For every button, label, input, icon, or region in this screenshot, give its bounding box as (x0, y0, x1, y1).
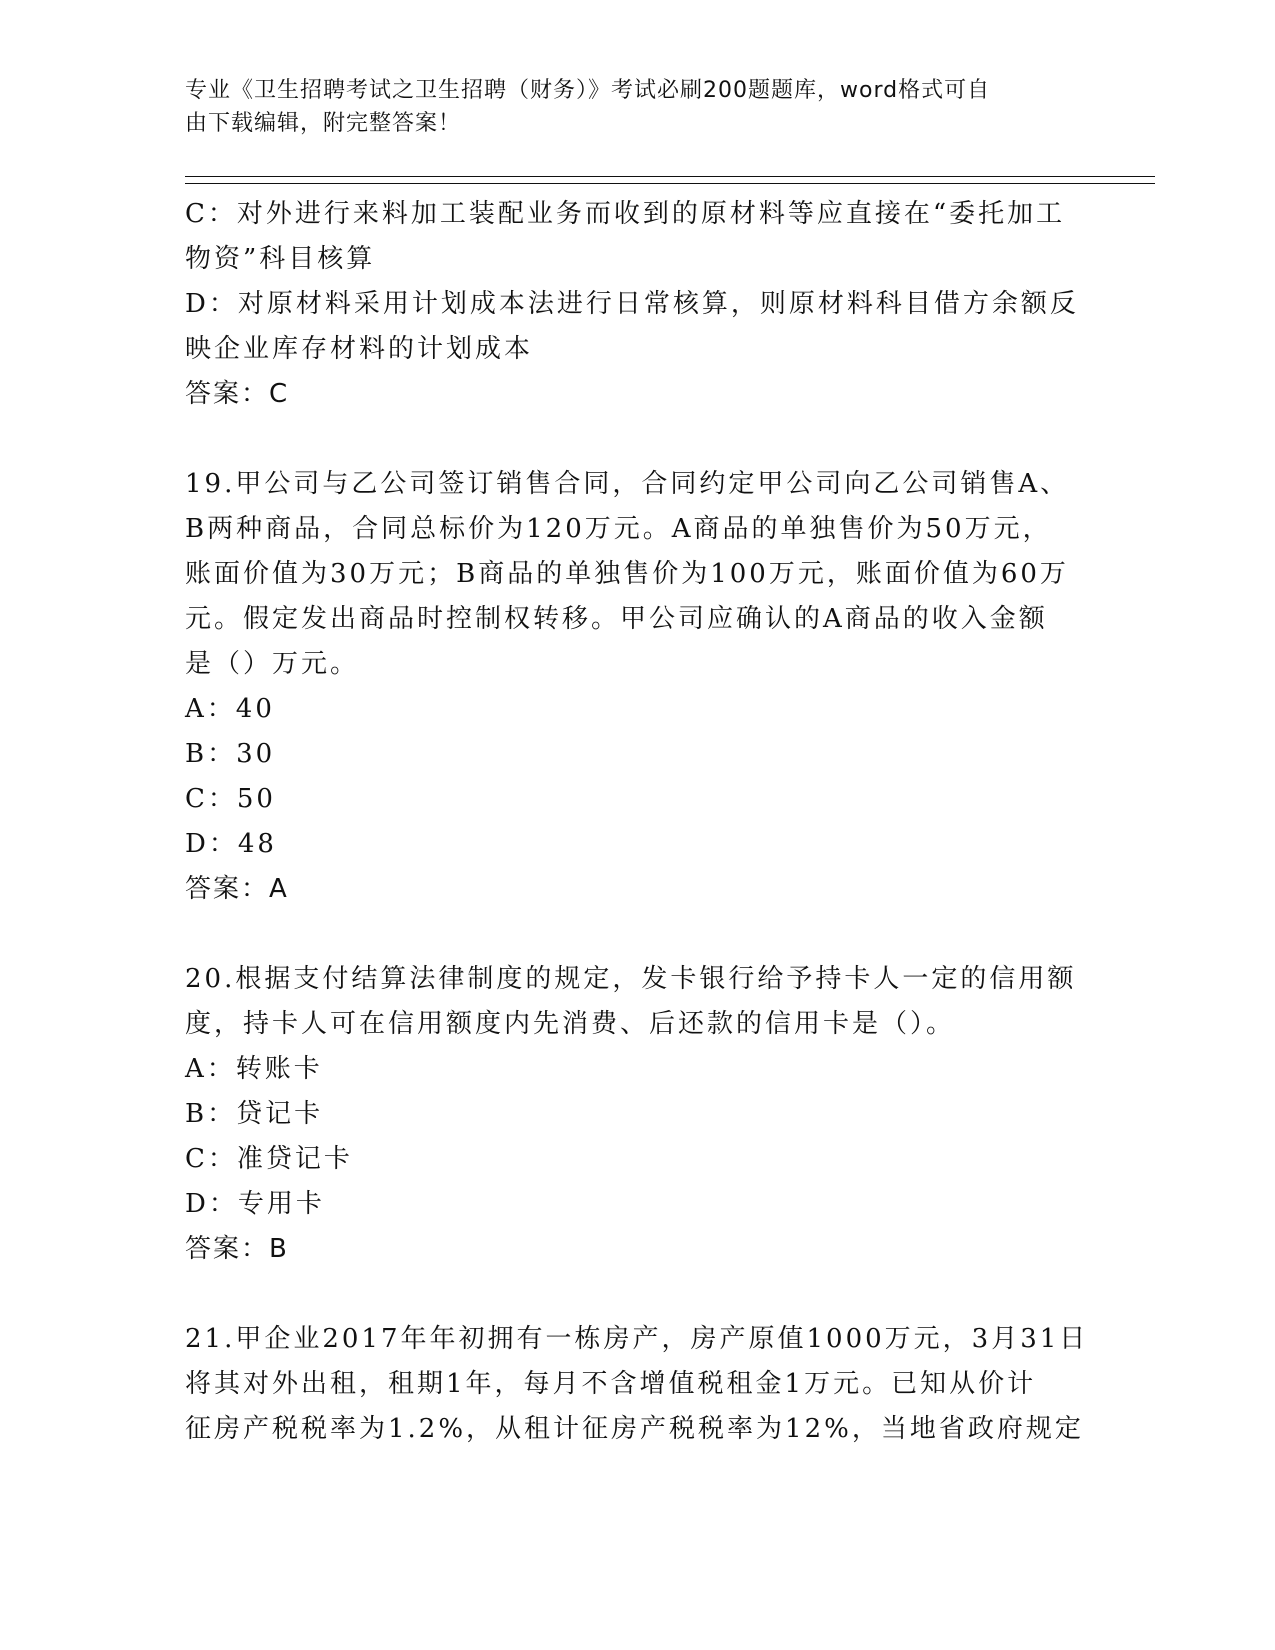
question-stem-line: 将其对外出租，租期1年，每月不含增值税租金1万元。已知从价计 (185, 1369, 1037, 1399)
question-stem-line: 度，持卡人可在信用额度内先消费、后还款的信用卡是（）。 (185, 1009, 956, 1039)
option-c: C：准贷记卡 (185, 1144, 353, 1174)
option-c-line-1: C：对外进行来料加工装配业务而收到的原材料等应直接在“委托加工 (185, 199, 1066, 229)
option-a: A：转账卡 (185, 1054, 323, 1084)
question-stem-line: 元。假定发出商品时控制权转移。甲公司应确认的A商品的收入金额 (185, 604, 1048, 634)
document-header (185, 74, 1065, 140)
question-19 (185, 462, 1085, 912)
header-rule-top (185, 176, 1155, 177)
document-body (185, 192, 1089, 1452)
option-c: C：50 (185, 784, 276, 814)
answer-label: 答案：C (185, 379, 290, 409)
question-stem-line: 20.根据支付结算法律制度的规定，发卡银行给予持卡人一定的信用额 (185, 964, 1077, 994)
option-c-line-2: 物资”科目核算 (185, 244, 376, 274)
option-a: A：40 (185, 694, 275, 724)
question-20 (185, 957, 1085, 1272)
option-d-line-2: 映企业库存材料的计划成本 (185, 334, 534, 364)
spacer (185, 912, 1085, 957)
option-b: B：30 (185, 739, 276, 769)
question-stem-line: 征房产税税率为1.2%，从租计征房产税税率为12%，当地省政府规定 (185, 1414, 1084, 1444)
question-stem-line: 是（）万元。 (185, 649, 360, 679)
spacer (185, 1272, 1085, 1317)
question-21 (185, 1317, 1089, 1452)
option-d: D：48 (185, 829, 277, 859)
question-18-tail (185, 192, 1085, 417)
header-line-1: 专业《卫生招聘考试之卫生招聘（财务）》考试必刷200题题库，word格式可自 (185, 78, 991, 103)
question-stem-line: 21.甲企业2017年年初拥有一栋房产，房产原值1000万元，3月31日 (185, 1324, 1089, 1354)
question-stem-line: 19.甲公司与乙公司签订销售合同，合同约定甲公司向乙公司销售A、 (185, 469, 1070, 499)
question-stem-line: 账面价值为30万元；B商品的单独售价为100万元，账面价值为60万 (185, 559, 1069, 589)
option-d-line-1: D：对原材料采用计划成本法进行日常核算，则原材料科目借方余额反 (185, 289, 1079, 319)
option-d: D：专用卡 (185, 1189, 325, 1219)
answer-label: 答案：A (185, 874, 289, 904)
option-b: B：贷记卡 (185, 1099, 324, 1129)
answer-label: 答案：B (185, 1234, 289, 1264)
spacer (185, 417, 1085, 462)
header-line-2: 由下载编辑，附完整答案！ (185, 111, 462, 136)
question-stem-line: B两种商品，合同总标价为120万元。A商品的单独售价为50万元， (185, 514, 1052, 544)
header-rule-bottom (185, 183, 1155, 184)
